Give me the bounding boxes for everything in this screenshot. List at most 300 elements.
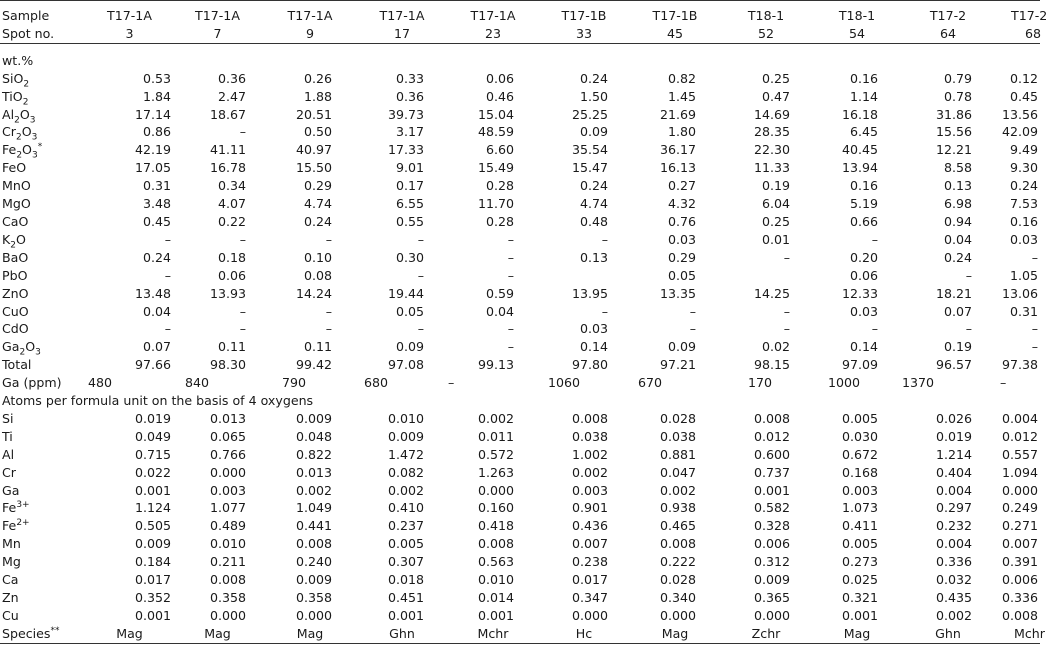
label-text-2: O xyxy=(19,106,30,122)
value-cell: 0.04 xyxy=(142,303,171,319)
superscript: 2+ xyxy=(16,518,30,529)
value-cell: 0.48 xyxy=(579,213,608,229)
value-cell: 0.76 xyxy=(667,213,696,229)
value-cell: 0.465 xyxy=(659,518,696,534)
label-text: PbO xyxy=(2,267,28,283)
value-cell: 0.06 xyxy=(849,267,878,283)
value-cell: 0.17 xyxy=(395,178,424,194)
header-spot-0: 3 xyxy=(88,25,171,43)
value-cell: 0.672 xyxy=(841,446,878,462)
value-cell: 0.009 xyxy=(295,410,332,426)
label-text: Zn xyxy=(2,590,19,605)
value-cell: 0.000 xyxy=(659,607,696,623)
value-cell: 97.80 xyxy=(571,357,608,373)
value-cell: 1.124 xyxy=(134,500,171,516)
value-cell: 1.002 xyxy=(571,446,608,462)
value-cell: 36.17 xyxy=(659,142,696,158)
value-cell: – xyxy=(239,231,246,247)
value-cell: 0.347 xyxy=(571,590,608,605)
value-cell: – xyxy=(507,321,514,337)
species-cell: Hc xyxy=(538,625,630,643)
label-text: Fe xyxy=(2,518,17,534)
value-cell: 0.24 xyxy=(142,249,171,265)
oxide-row xyxy=(0,70,1040,88)
value-cell: 16.78 xyxy=(209,160,246,176)
value-cell: 99.13 xyxy=(477,357,514,373)
row-label xyxy=(0,625,88,643)
value-cell: 40.97 xyxy=(295,142,332,158)
atom-row xyxy=(0,589,1040,607)
label-text: TiO xyxy=(2,88,23,104)
value-cell: 0.065 xyxy=(209,428,246,444)
value-cell: 0.004 xyxy=(1001,410,1038,426)
superscript: * xyxy=(37,142,43,153)
value-cell: 97.09 xyxy=(841,357,878,373)
atom-row xyxy=(0,482,1040,500)
row-label xyxy=(0,517,88,535)
row-label xyxy=(0,374,88,392)
value-cell: 1060 xyxy=(548,375,581,391)
row-label xyxy=(0,213,88,231)
value-cell: 0.009 xyxy=(387,428,424,444)
header-sample-9: T17-2 xyxy=(902,1,994,25)
label-text-2: O xyxy=(16,231,26,247)
subscript: 2 xyxy=(19,347,26,358)
value-cell: 0.307 xyxy=(387,554,424,570)
atom-row xyxy=(0,499,1040,517)
value-cell: 0.50 xyxy=(303,124,332,140)
value-cell: 0.002 xyxy=(659,482,696,498)
value-cell: 0.005 xyxy=(387,536,424,552)
row-label xyxy=(0,338,88,356)
value-cell: 18.21 xyxy=(935,285,972,301)
value-cell: 0.29 xyxy=(667,249,696,265)
row-label xyxy=(0,267,88,285)
value-cell: 6.45 xyxy=(849,124,878,140)
value-cell: 0.321 xyxy=(841,590,878,605)
value-cell: 0.410 xyxy=(387,500,424,516)
value-cell: 0.47 xyxy=(761,88,790,104)
value-cell: 0.007 xyxy=(571,536,608,552)
value-cell: 0.017 xyxy=(134,572,171,588)
value-cell: 0.010 xyxy=(477,572,514,588)
value-cell: 0.352 xyxy=(134,590,171,605)
value-cell: 0.011 xyxy=(477,428,514,444)
value-cell: 16.18 xyxy=(841,106,878,122)
value-cell: 0.006 xyxy=(1001,572,1038,588)
value-cell: 12.21 xyxy=(935,142,972,158)
value-cell: 0.24 xyxy=(303,213,332,229)
value-cell: 0.25 xyxy=(761,70,790,86)
value-cell: 0.249 xyxy=(1001,500,1038,516)
label-text: ZnO xyxy=(2,285,29,301)
value-cell: 1000 xyxy=(828,375,861,391)
value-cell: 0.032 xyxy=(935,572,972,588)
value-cell: 0.358 xyxy=(295,590,332,605)
value-cell: 1370 xyxy=(902,375,935,391)
value-cell: 35.54 xyxy=(571,142,608,158)
header-row-spot xyxy=(0,25,1040,43)
value-cell: 99.42 xyxy=(295,357,332,373)
value-cell: 14.69 xyxy=(753,106,790,122)
label-text: SiO xyxy=(2,70,24,86)
label-text: Al xyxy=(2,446,15,462)
label-text: Mg xyxy=(2,554,21,570)
value-cell: – xyxy=(448,375,455,391)
oxide-row xyxy=(0,195,1040,213)
value-cell: – xyxy=(164,267,171,283)
value-cell: 0.404 xyxy=(935,464,972,480)
value-cell: 42.19 xyxy=(134,142,171,158)
species-cell: Mchr xyxy=(448,625,538,643)
value-cell: 0.004 xyxy=(935,536,972,552)
value-cell: 0.001 xyxy=(134,607,171,623)
value-cell: 0.001 xyxy=(753,482,790,498)
atom-row xyxy=(0,410,1040,428)
header-sample-4: T17-1A xyxy=(448,1,538,25)
value-cell: 21.69 xyxy=(659,106,696,122)
label-text: K xyxy=(2,231,11,247)
label-text: Cr xyxy=(2,464,16,480)
species-cell: Mag xyxy=(88,625,171,643)
value-cell: 0.11 xyxy=(303,339,332,355)
oxide-row xyxy=(0,267,1040,285)
value-cell: 0.45 xyxy=(1009,88,1038,104)
species-cell: Mag xyxy=(630,625,720,643)
header-spot-8: 54 xyxy=(812,25,902,43)
value-cell: 0.31 xyxy=(142,178,171,194)
value-cell: 1.50 xyxy=(579,88,608,104)
label-text: Total xyxy=(2,357,32,373)
value-cell: 98.30 xyxy=(209,357,246,373)
row-label xyxy=(0,482,88,500)
value-cell: 0.022 xyxy=(134,464,171,480)
value-cell: 0.271 xyxy=(1001,518,1038,534)
value-cell: – xyxy=(689,321,696,337)
species-cell: Ghn xyxy=(356,625,448,643)
header-spot-7: 52 xyxy=(720,25,812,43)
value-cell: 0.09 xyxy=(579,124,608,140)
row-label xyxy=(0,141,88,159)
value-cell: – xyxy=(164,231,171,247)
value-cell: 0.435 xyxy=(935,590,972,605)
value-cell: – xyxy=(601,231,608,247)
row-label xyxy=(0,249,88,267)
header-sample-6: T17-1B xyxy=(630,1,720,25)
value-cell: 0.002 xyxy=(387,482,424,498)
value-cell: 4.74 xyxy=(579,196,608,212)
value-cell: 0.09 xyxy=(395,339,424,355)
value-cell: 4.74 xyxy=(303,196,332,212)
value-cell: 14.25 xyxy=(753,285,790,301)
row-label xyxy=(0,123,88,141)
value-cell: 9.49 xyxy=(1009,142,1038,158)
value-cell: 1.094 xyxy=(1001,464,1038,480)
value-cell: 3.17 xyxy=(395,124,424,140)
value-cell: 0.297 xyxy=(935,500,972,516)
value-cell: 22.30 xyxy=(753,142,790,158)
value-cell: – xyxy=(325,321,332,337)
oxide-row xyxy=(0,177,1040,195)
value-cell: 0.19 xyxy=(943,339,972,355)
value-cell: 0.003 xyxy=(841,482,878,498)
value-cell: 0.563 xyxy=(477,554,514,570)
value-cell: 0.010 xyxy=(387,410,424,426)
value-cell: 0.273 xyxy=(841,554,878,570)
value-cell: 0.008 xyxy=(295,536,332,552)
header-sample-5: T17-1B xyxy=(538,1,630,25)
oxide-row xyxy=(0,285,1040,303)
species-cell: Mag xyxy=(264,625,356,643)
value-cell: 15.50 xyxy=(295,160,332,176)
value-cell: 0.14 xyxy=(579,339,608,355)
value-cell: 0.168 xyxy=(841,464,878,480)
value-cell: 1.88 xyxy=(303,88,332,104)
subscript: 2 xyxy=(22,97,29,108)
value-cell: 670 xyxy=(638,375,663,391)
value-cell: 0.451 xyxy=(387,590,424,605)
value-cell: 12.33 xyxy=(841,285,878,301)
value-cell: 0.019 xyxy=(134,410,171,426)
label-text: FeO xyxy=(2,160,27,176)
label-text: MnO xyxy=(2,178,31,194)
oxide-row xyxy=(0,320,1040,338)
header-spot-label: Spot no. xyxy=(0,25,88,43)
subscript: 2 xyxy=(15,132,22,143)
value-cell: 0.391 xyxy=(1001,554,1038,570)
value-cell: – xyxy=(239,124,246,140)
value-cell: 0.16 xyxy=(849,70,878,86)
value-cell: 0.002 xyxy=(295,482,332,498)
value-cell: 0.600 xyxy=(753,446,790,462)
value-cell: 9.01 xyxy=(395,160,424,176)
value-cell: 0.009 xyxy=(295,572,332,588)
row-label xyxy=(0,446,88,464)
value-cell: 15.56 xyxy=(935,124,972,140)
value-cell: 0.008 xyxy=(753,410,790,426)
species-cell: Mag xyxy=(812,625,902,643)
species-cell: Mag xyxy=(171,625,264,643)
value-cell: – xyxy=(417,321,424,337)
row-label xyxy=(0,159,88,177)
row-label xyxy=(0,607,88,625)
value-cell: 1.45 xyxy=(667,88,696,104)
row-label xyxy=(0,88,88,106)
value-cell: 0.01 xyxy=(761,231,790,247)
value-cell: 0.06 xyxy=(485,70,514,86)
value-cell: – xyxy=(783,249,790,265)
value-cell: 0.29 xyxy=(303,178,332,194)
value-cell: 0.66 xyxy=(849,213,878,229)
value-cell: 0.557 xyxy=(1001,446,1038,462)
label-text: Ga xyxy=(2,482,20,498)
value-cell: 0.184 xyxy=(134,554,171,570)
value-cell: 6.04 xyxy=(761,196,790,212)
value-cell: 15.47 xyxy=(571,160,608,176)
atom-row xyxy=(0,535,1040,553)
value-cell: 0.24 xyxy=(1009,178,1038,194)
value-cell: – xyxy=(507,231,514,247)
value-cell: – xyxy=(965,321,972,337)
value-cell: 0.33 xyxy=(395,70,424,86)
value-cell: 0.012 xyxy=(753,428,790,444)
value-cell: 0.489 xyxy=(209,518,246,534)
value-cell xyxy=(720,267,812,285)
value-cell: 7.53 xyxy=(1009,196,1038,212)
value-cell: 0.328 xyxy=(753,518,790,534)
value-cell: – xyxy=(871,231,878,247)
value-cell: 20.51 xyxy=(295,106,332,122)
species-cell: Ghn xyxy=(902,625,994,643)
value-cell: 0.79 xyxy=(943,70,972,86)
value-cell: – xyxy=(1031,249,1038,265)
value-cell: 0.000 xyxy=(477,482,514,498)
value-cell: 0.82 xyxy=(667,70,696,86)
value-cell: 1.214 xyxy=(935,446,972,462)
value-cell: 0.05 xyxy=(667,267,696,283)
value-cell: 11.33 xyxy=(753,160,790,176)
table-body xyxy=(0,43,1045,643)
oxide-row xyxy=(0,123,1040,141)
value-cell: 0.312 xyxy=(753,554,790,570)
label-text: Fe xyxy=(2,500,17,516)
header-sample-3: T17-1A xyxy=(356,1,448,25)
value-cell: 0.34 xyxy=(217,178,246,194)
value-cell: 0.36 xyxy=(395,88,424,104)
value-cell: 0.822 xyxy=(295,446,332,462)
value-cell: 0.94 xyxy=(943,213,972,229)
value-cell: – xyxy=(507,267,514,283)
row-label xyxy=(0,464,88,482)
value-cell: 19.44 xyxy=(387,285,424,301)
label-text: Ga xyxy=(2,339,20,355)
value-cell: 0.358 xyxy=(209,590,246,605)
value-cell: 0.340 xyxy=(659,590,696,605)
value-cell: 16.13 xyxy=(659,160,696,176)
header-row-sample xyxy=(0,1,1040,25)
row-label xyxy=(0,499,88,517)
value-cell: – xyxy=(325,303,332,319)
atom-row xyxy=(0,446,1040,464)
value-cell: 790 xyxy=(282,375,307,391)
value-cell: 3.48 xyxy=(142,196,171,212)
section-title: wt.% xyxy=(2,52,34,68)
subscript-2: 3 xyxy=(31,150,38,161)
value-cell: 0.018 xyxy=(387,572,424,588)
label-text-2: O xyxy=(21,124,32,140)
value-cell: 0.36 xyxy=(217,70,246,86)
value-cell: 17.14 xyxy=(134,106,171,122)
header-spot-9: 64 xyxy=(902,25,994,43)
value-cell: – xyxy=(1031,339,1038,355)
value-cell: 0.038 xyxy=(659,428,696,444)
value-cell: 0.160 xyxy=(477,500,514,516)
value-cell: 15.49 xyxy=(477,160,514,176)
value-cell: 0.572 xyxy=(477,446,514,462)
value-cell: 0.003 xyxy=(571,482,608,498)
value-cell: 0.047 xyxy=(659,464,696,480)
oxide-row xyxy=(0,231,1040,249)
value-cell: 25.25 xyxy=(571,106,608,122)
superscript: ** xyxy=(50,625,60,636)
row-label xyxy=(0,195,88,213)
subscript: 2 xyxy=(10,240,16,251)
value-cell: 1.14 xyxy=(849,88,878,104)
header-sample-8: T18-1 xyxy=(812,1,902,25)
value-cell: 9.30 xyxy=(1009,160,1038,176)
value-cell: 0.06 xyxy=(217,267,246,283)
value-cell: 6.60 xyxy=(485,142,514,158)
value-cell: – xyxy=(417,231,424,247)
header-sample-0: T17-1A xyxy=(88,1,171,25)
value-cell: 0.02 xyxy=(761,339,790,355)
value-cell: 0.25 xyxy=(761,213,790,229)
spacer-row xyxy=(0,43,1040,52)
value-cell: 0.006 xyxy=(753,536,790,552)
row-label xyxy=(0,285,88,303)
value-cell: 41.11 xyxy=(209,142,246,158)
value-cell: 0.000 xyxy=(1001,482,1038,498)
value-cell: 40.45 xyxy=(841,142,878,158)
value-cell: 0.026 xyxy=(935,410,972,426)
row-label xyxy=(0,553,88,571)
atom-row xyxy=(0,464,1040,482)
value-cell: 1.077 xyxy=(209,500,246,516)
label-text: MgO xyxy=(2,196,31,212)
row-label xyxy=(0,177,88,195)
value-cell: 13.95 xyxy=(571,285,608,301)
value-cell: 0.10 xyxy=(303,249,332,265)
value-cell: 0.002 xyxy=(477,410,514,426)
header-spot-10: 68 xyxy=(994,25,1040,43)
value-cell: 15.04 xyxy=(477,106,514,122)
label-text: Mn xyxy=(2,536,21,552)
value-cell: 0.019 xyxy=(935,428,972,444)
value-cell: 98.15 xyxy=(753,357,790,373)
value-cell: 480 xyxy=(88,375,113,391)
atom-row xyxy=(0,607,1040,625)
value-cell: 0.16 xyxy=(849,178,878,194)
value-cell: 4.07 xyxy=(217,196,246,212)
value-cell: 0.436 xyxy=(571,518,608,534)
table-header xyxy=(0,1,1047,44)
value-cell: 0.001 xyxy=(841,607,878,623)
value-cell: – xyxy=(239,303,246,319)
value-cell: 0.441 xyxy=(295,518,332,534)
value-cell: 0.03 xyxy=(667,231,696,247)
value-cell: 0.86 xyxy=(142,124,171,140)
label-text: CdO xyxy=(2,321,29,337)
header-sample-7: T18-1 xyxy=(720,1,812,25)
value-cell: 39.73 xyxy=(387,106,424,122)
value-cell: 0.025 xyxy=(841,572,878,588)
value-cell: 0.038 xyxy=(571,428,608,444)
oxide-row xyxy=(0,159,1040,177)
atom-row xyxy=(0,553,1040,571)
oxide-row xyxy=(0,303,1040,321)
value-cell: – xyxy=(507,249,514,265)
label-text: Ga (ppm) xyxy=(2,375,62,391)
value-cell: 0.46 xyxy=(485,88,514,104)
value-cell: 0.008 xyxy=(659,536,696,552)
value-cell: 17.33 xyxy=(387,142,424,158)
row-label xyxy=(0,320,88,338)
value-cell: 13.93 xyxy=(209,285,246,301)
value-cell: 0.19 xyxy=(761,178,790,194)
row-label xyxy=(0,106,88,124)
value-cell: 0.049 xyxy=(134,428,171,444)
subscript: 2 xyxy=(23,79,30,90)
